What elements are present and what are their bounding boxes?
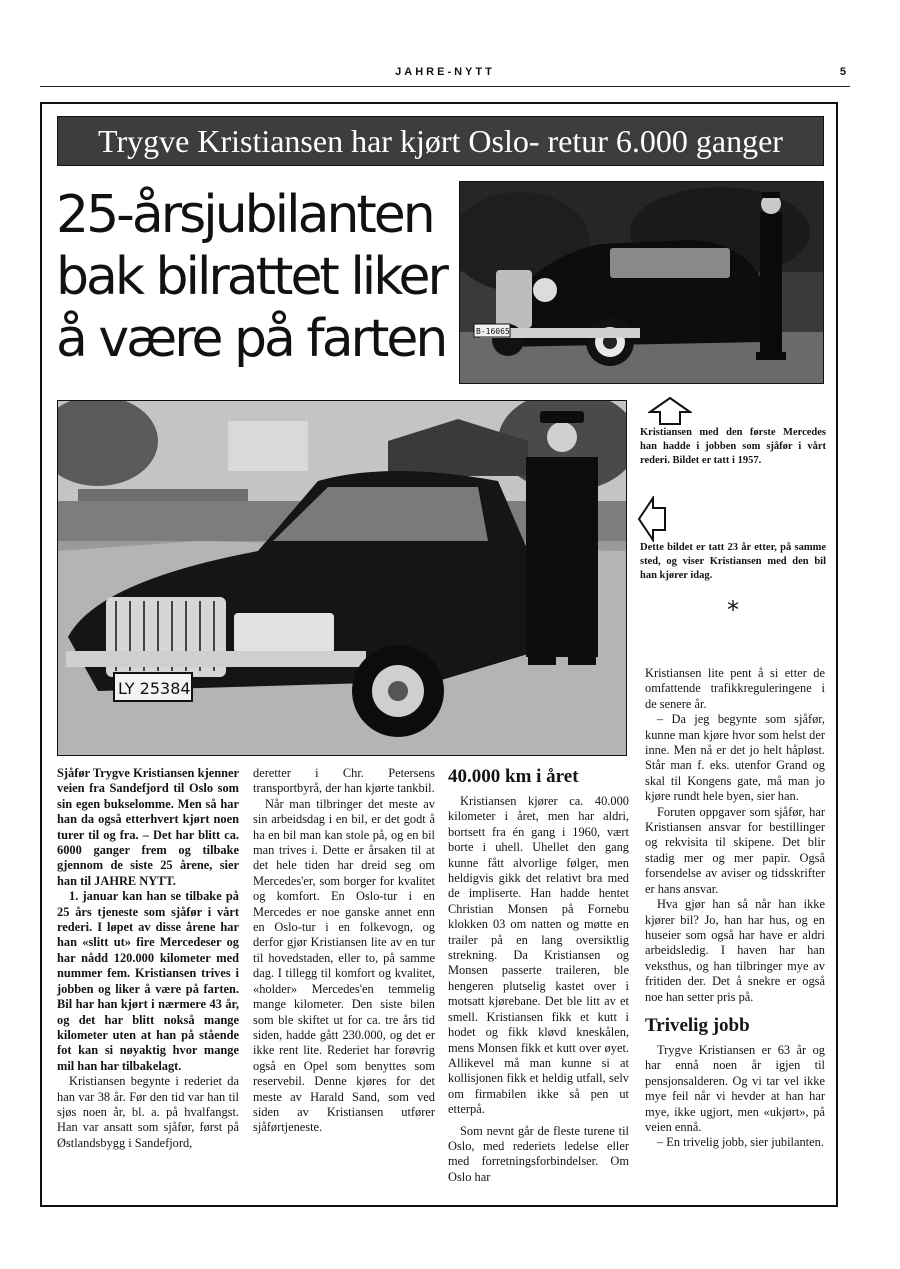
article-column-3 <box>448 766 629 1185</box>
article-paragraph: – Da jeg begynte som sjåfør, kunne man kjøre hvor som helst der inne. Men nå er det jo helt håpløst. Står man f. eks. utenfor Grand og skal til Kongens gate, må man jo kjøre rundt hele byen, sier han. <box>645 712 825 804</box>
old-car-plate: B-16065 <box>476 327 510 336</box>
headline-line-1: 25-årsjubilanten <box>56 185 433 245</box>
article-paragraph: Kristiansen begynte i rederiet da han var 38 år. Før den tid var han til sjøs noen år, bl. a. på hvalfangst. Han var ansatt som sjåfør, først på Østlandsbygg i Sandefjord, <box>57 1074 239 1150</box>
article-paragraph: Når man tilbringer det meste av sin arbeidsdag i en bil, er det godt å ha en bil man kan stole på, og en bil man trives i. Dette er årsaken til at det hele tiden har dreid seg om Mercedes'er, som borger for kvalitet og komfort. En Oslo-tur i en Mercedes er noe ganske annet enn en Oslo-tur i en folkevogn, og derfor gjør Kristiansen lite av en tur til hovedstaden, eller to, på samme dag. I tillegg til komfort og kvalitet, «holder» Mercedes'en temmelig mange kilometer. Den siste bilen som ble skiftet ut for ca. tre års tid siden, hadde gått 230.000, og det er ikke rent lite. Rederiet har forøvrig også en Opel som benyttes som reservebil. Denne kjøres for det meste av Harald Sand, som ved siden av Kristiansen utfører sjåførtjeneste. <box>253 796 435 1135</box>
article-paragraph: deretter i Chr. Petersens transportbyrå, der han kjørte tankbil. <box>253 766 435 796</box>
article-banner <box>57 116 824 166</box>
header-rule <box>40 86 850 87</box>
article-column-1 <box>57 766 239 1151</box>
article-headline <box>56 184 456 370</box>
headline-line-2: bak bilrattet liker <box>56 247 446 307</box>
article-paragraph: Kristiansen kjører ca. 40.000 kilometer i året, men har aldri, bortsett fra én gang i 1960, vært borte i uhell. Uhellet den gang kunne fått alvorlige følger, men heldigvis gikk det relativt bra med de impliserte. Han hadde hentet Christian Monsen på Fornebu klokken 03 om natten og møtte en trailer på en lang oversiktlig strekning. Da Kristiansen og Monsen passerte traileren, ble hengeren plutselig kastet over i motsatt kjørebane. Det ble litt av et smell. Kristiansen fikk et kutt i hodet og fikk kløvd kneskålen, mens Monsen fikk et kutt over øyet. Allikevel må man kunne si at kollisjonen fikk et heldig utfall, selv om firmabilen ikke så pen ut etterpå. <box>448 794 629 1117</box>
photo-today-mercedes <box>57 400 627 756</box>
caption-1957: Kristiansen med den første Mercedes han hadde i jobben som sjåfør i vårt rederi. Bildet er tatt i 1957. <box>640 427 826 466</box>
new-car-plate: LY 25384 <box>118 679 191 698</box>
subheading-40000-km: 40.000 km i året <box>448 766 579 787</box>
article-column-2 <box>253 766 435 1136</box>
article-lead: Sjåfør Trygve Kristiansen kjenner veien fra Sandefjord til Oslo som sin egen bukselomme. Men så har han da også etterhvert kjørt noen turer til og fra. – Det har blitt ca. 6000 ganger frem og tilbake gjennom de siste 25 årene, sier han til JAHRE NYTT. <box>57 766 239 888</box>
article-paragraph: Kristiansen lite pent å si etter de omfattende trafikkreguleringene i de senere år. <box>645 666 825 711</box>
subheading-trivelig-jobb: Trivelig jobb <box>645 1014 750 1036</box>
article-paragraph: 1. januar kan han se tilbake på 25 års tjeneste som sjåfør i vårt rederi. I løpet av disse årene har han «slitt ut» fire Mercedeser og har nådd 120.000 kilometer med nummer fem. Kristiansen trives i jobben og liker å være på farten. Bil har han kjørt i nærmere 43 år, og det har blitt nokså mange kilometer uten at han på stående fot kan si nøyaktig hvor mange mil han har tilbakelagt. <box>57 889 239 1073</box>
photo-1957-mercedes <box>459 181 824 384</box>
arrow-up-icon <box>648 396 692 426</box>
arrow-left-icon <box>637 496 667 542</box>
caption-today: Dette bildet er tatt 23 år etter, på samme sted, og viser Kristiansen med den bil han kjører idag. <box>640 542 826 581</box>
article-paragraph: Foruten oppgaver som sjåfør, har Kristiansen ansvar for bestillinger og rekvisita til skipene. Det blir stadig mer og mer papir. Også forsendelse av aviser og tidsskrifter er hans ansvar. <box>645 804 825 896</box>
article-paragraph: Hva gjør han så når han ikke kjører bil? Jo, han har hus, og en huseier som også har have er aldri arbeidsledig. I haven har han veksthus, og han tilbringer mye av fritiden der. Det å snekre er også noe han setter pris på. <box>645 897 825 1004</box>
publication-title: JAHRE-NYTT <box>395 66 495 78</box>
article-paragraph: Trygve Kristiansen er 63 år og har ennå noen år igjen til pensjonsalderen. Og vi tar vel ikke mye feil når vi hevder at han har mye, ikke ugjort, men «ukjørt», på veien ennå. <box>645 1042 825 1134</box>
article-column-4 <box>645 666 825 1151</box>
article-paragraph: – En trivelig jobb, sier jubilanten. <box>657 1135 824 1150</box>
article-paragraph: Som nevnt går de fleste turene til Oslo, med rederiets ledelse eller med forretningsforbindelser. Om Oslo har <box>448 1123 629 1184</box>
running-head <box>40 66 850 82</box>
separator-asterisk: * <box>727 596 739 624</box>
headline-line-3: å være på farten <box>56 309 446 369</box>
banner-title: Trygve Kristiansen har kjørt Oslo- retur 6.000 ganger <box>98 123 783 159</box>
page-number: 5 <box>839 66 846 78</box>
